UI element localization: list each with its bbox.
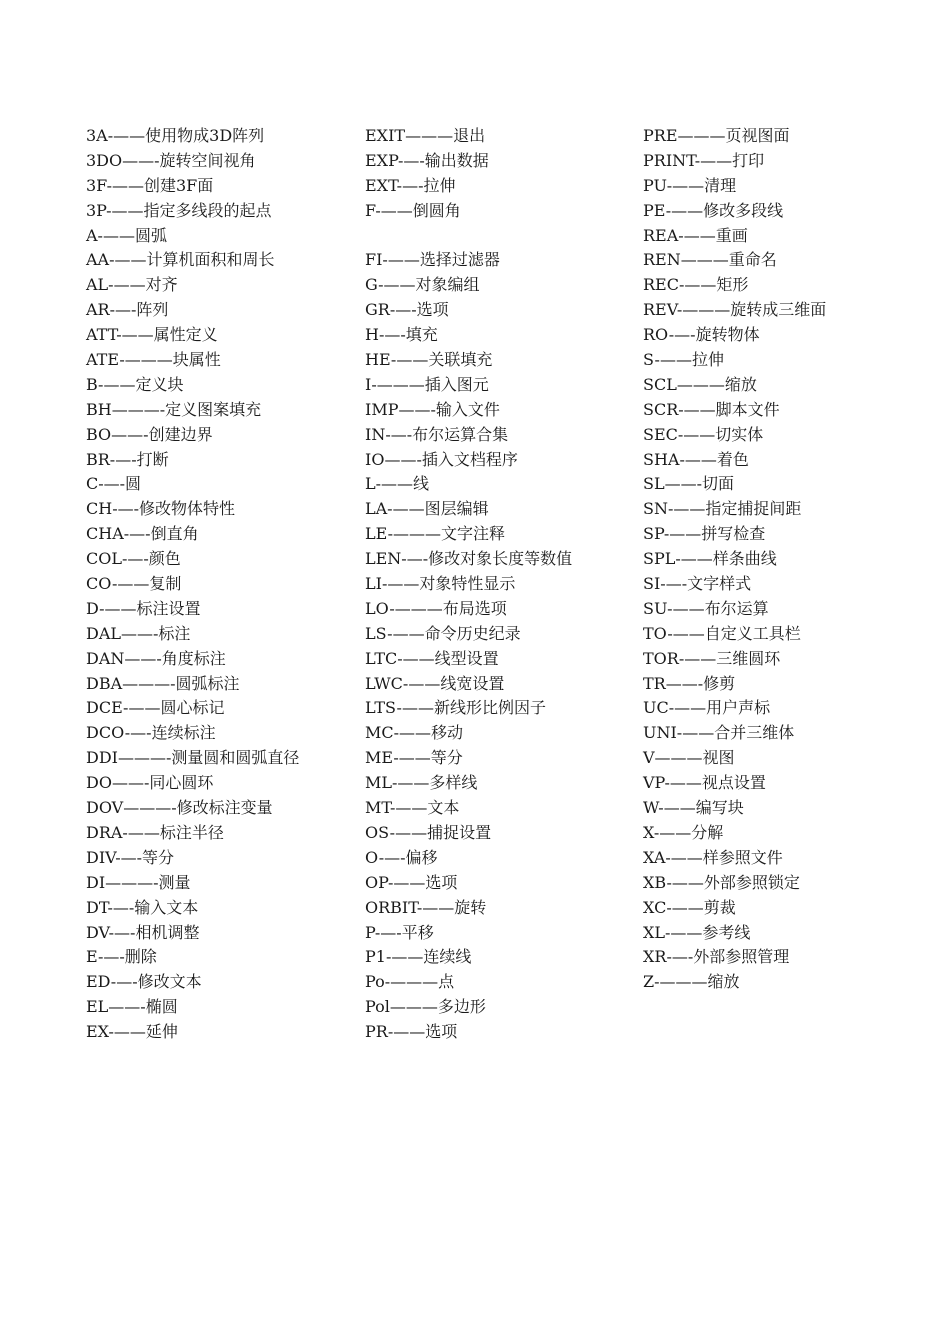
command-entry: DI———-测量 xyxy=(86,872,191,892)
command-entry: ME-——等分 xyxy=(365,748,463,768)
command-entry: PRE———页视图面 xyxy=(643,126,790,145)
command-entry: XB-——外部参照锁定 xyxy=(643,872,800,892)
command-entry: UC-——用户声标 xyxy=(643,698,771,718)
command-entry: DV-—-相机调整 xyxy=(86,922,200,942)
command-entry: Z-———缩放 xyxy=(643,972,740,992)
command-entry: SCR-——脚本文件 xyxy=(643,399,780,419)
command-entry: UNI-——合并三维体 xyxy=(643,723,795,743)
command-entry: DT-—-输入文本 xyxy=(86,897,199,917)
command-entry: G-——对象编组 xyxy=(365,275,480,295)
command-entry: CHA-—-倒直角 xyxy=(86,524,199,544)
command-entry: IMP——-输入文件 xyxy=(365,399,500,419)
command-entry: XA-——样参照文件 xyxy=(643,847,783,867)
command-entry: DRA-——标注半径 xyxy=(86,822,224,842)
command-entry: ED-—-修改文本 xyxy=(86,972,202,992)
command-entry: AR-—-阵列 xyxy=(86,300,169,320)
command-entry: SI-—-文字样式 xyxy=(643,574,752,594)
command-entry: HE-——关联填充 xyxy=(365,350,493,370)
command-entry: TR——-修剪 xyxy=(643,673,736,693)
command-entry: SEC-——切实体 xyxy=(643,424,764,444)
command-entry: SN-——指定捕捉间距 xyxy=(643,499,802,519)
command-entry: VP-——视点设置 xyxy=(643,773,766,793)
command-entry: V———视图 xyxy=(643,748,735,768)
command-entry: DDI———-测量圆和圆弧直径 xyxy=(86,748,300,768)
command-entry: S-——拉伸 xyxy=(643,350,724,370)
command-entry: Po-———点 xyxy=(365,972,455,992)
command-entry: PU-——清理 xyxy=(643,175,737,195)
command-entry: DOV———-修改标注变量 xyxy=(86,798,273,818)
command-entry: EX-——延伸 xyxy=(86,1022,178,1042)
command-entry: OP-——选项 xyxy=(365,872,458,892)
command-entry: FI-——选择过滤器 xyxy=(365,250,500,270)
command-entry: F-——倒圆角 xyxy=(365,200,461,220)
command-column-3 xyxy=(643,124,933,995)
command-entry: SCL———缩放 xyxy=(643,374,757,394)
command-entry: REC-——矩形 xyxy=(643,275,749,295)
command-entry: IN-—-布尔运算合集 xyxy=(365,424,509,444)
command-entry: DBA———-圆弧标注 xyxy=(86,673,240,693)
command-entry: COL-—-颜色 xyxy=(86,549,181,569)
command-entry: LS-——命令历史纪录 xyxy=(365,623,521,643)
command-entry: X-——分解 xyxy=(643,822,724,842)
command-entry: XC-——剪裁 xyxy=(643,897,736,917)
command-entry: P-—-平移 xyxy=(365,922,434,942)
command-entry: REA-——重画 xyxy=(643,225,748,245)
command-entry: ORBIT-——旋转 xyxy=(365,897,487,917)
command-entry: DAN——-角度标注 xyxy=(86,648,226,668)
command-entry: CO-——复制 xyxy=(86,574,182,594)
command-entry: E-—-删除 xyxy=(86,947,157,967)
command-entry: XR-—-外部参照管理 xyxy=(643,947,790,967)
command-entry: 3F-——创建3F面 xyxy=(86,175,214,195)
command-entry: CH-—-修改物体特性 xyxy=(86,499,236,519)
command-entry: B-——定义块 xyxy=(86,374,184,394)
command-entry: ML-——多样线 xyxy=(365,773,478,793)
command-entry: DIV-—-等分 xyxy=(86,847,175,867)
command-entry: EXIT———退出 xyxy=(365,126,486,145)
command-entry: BH———-定义图案填充 xyxy=(86,399,262,419)
command-entry: LEN-—-修改对象长度等数值 xyxy=(365,549,573,569)
command-entry: DCE-——圆心标记 xyxy=(86,698,225,718)
command-entry: TO-——自定义工具栏 xyxy=(643,623,801,643)
command-entry: REN———重命名 xyxy=(643,250,777,270)
command-entry: LE-———文字注释 xyxy=(365,524,506,544)
command-entry: LTS-——新线形比例因子 xyxy=(365,698,546,718)
command-entry: L-——线 xyxy=(365,474,430,494)
command-entry: BR-—-打断 xyxy=(86,449,169,469)
command-column-1 xyxy=(86,124,356,1045)
command-entry: MT-——文本 xyxy=(365,798,460,818)
command-entry: LTC-——线型设置 xyxy=(365,648,499,668)
command-entry: EXT-—-拉伸 xyxy=(365,175,456,195)
command-entry: RO-—-旋转物体 xyxy=(643,325,760,345)
command-entry: LO-———布局选项 xyxy=(365,598,507,618)
command-entry: LWC-——线宽设置 xyxy=(365,673,505,693)
command-entry: ATE-———块属性 xyxy=(86,350,221,370)
command-entry: PR-——选项 xyxy=(365,1022,458,1042)
command-entry: D-——标注设置 xyxy=(86,598,201,618)
command-entry: SU-——布尔运算 xyxy=(643,598,769,618)
command-entry: 3P-——指定多线段的起点 xyxy=(86,200,272,220)
command-column-2 xyxy=(365,124,635,1045)
command-entry: XL-——参考线 xyxy=(643,922,751,942)
command-entry: PRINT-——打印 xyxy=(643,150,765,170)
command-entry: DCO-—-连续标注 xyxy=(86,723,216,743)
command-entry: 3A-——使用物成3D阵列 xyxy=(86,126,265,145)
command-entry: MC-——移动 xyxy=(365,723,464,743)
command-entry: LA-——图层编辑 xyxy=(365,499,489,519)
command-entry: SHA-——着色 xyxy=(643,449,749,469)
command-entry: SP-——拼写检查 xyxy=(643,524,766,544)
command-entry: C-—-圆 xyxy=(86,474,142,494)
command-entry: SPL-——样条曲线 xyxy=(643,549,777,569)
command-entry: PE-——修改多段线 xyxy=(643,200,784,220)
command-entry: H-—-填充 xyxy=(365,325,438,345)
command-entry: 3DO——-旋转空间视角 xyxy=(86,150,256,170)
command-entry: EL——-椭圆 xyxy=(86,997,178,1017)
command-entry: AL-——对齐 xyxy=(86,275,178,295)
command-entry: GR-—-选项 xyxy=(365,300,449,320)
command-entry: REV-———旋转成三维面 xyxy=(643,300,827,320)
command-entry: A-——圆弧 xyxy=(86,225,167,245)
command-entry: ATT-——属性定义 xyxy=(86,325,218,345)
command-entry: Pol———多边形 xyxy=(365,997,486,1017)
command-entry: IO——-插入文档程序 xyxy=(365,449,518,469)
command-entry xyxy=(365,224,635,249)
command-entry: OS-——捕捉设置 xyxy=(365,822,492,842)
command-entry: AA-——计算机面积和周长 xyxy=(86,250,275,270)
command-entry: I-———插入图元 xyxy=(365,374,489,394)
command-entry: LI-——对象特性显示 xyxy=(365,574,516,594)
command-entry: EXP-—-输出数据 xyxy=(365,150,489,170)
command-entry: P1-——连续线 xyxy=(365,947,472,967)
command-entry: DAL——-标注 xyxy=(86,623,191,643)
command-entry: TOR-——三维圆环 xyxy=(643,648,781,668)
command-entry: BO——-创建边界 xyxy=(86,424,213,444)
command-entry: O-—-偏移 xyxy=(365,847,438,867)
command-entry: SL——-切面 xyxy=(643,474,734,494)
command-entry: DO——-同心圆环 xyxy=(86,773,214,793)
command-entry: W-——编写块 xyxy=(643,798,744,818)
